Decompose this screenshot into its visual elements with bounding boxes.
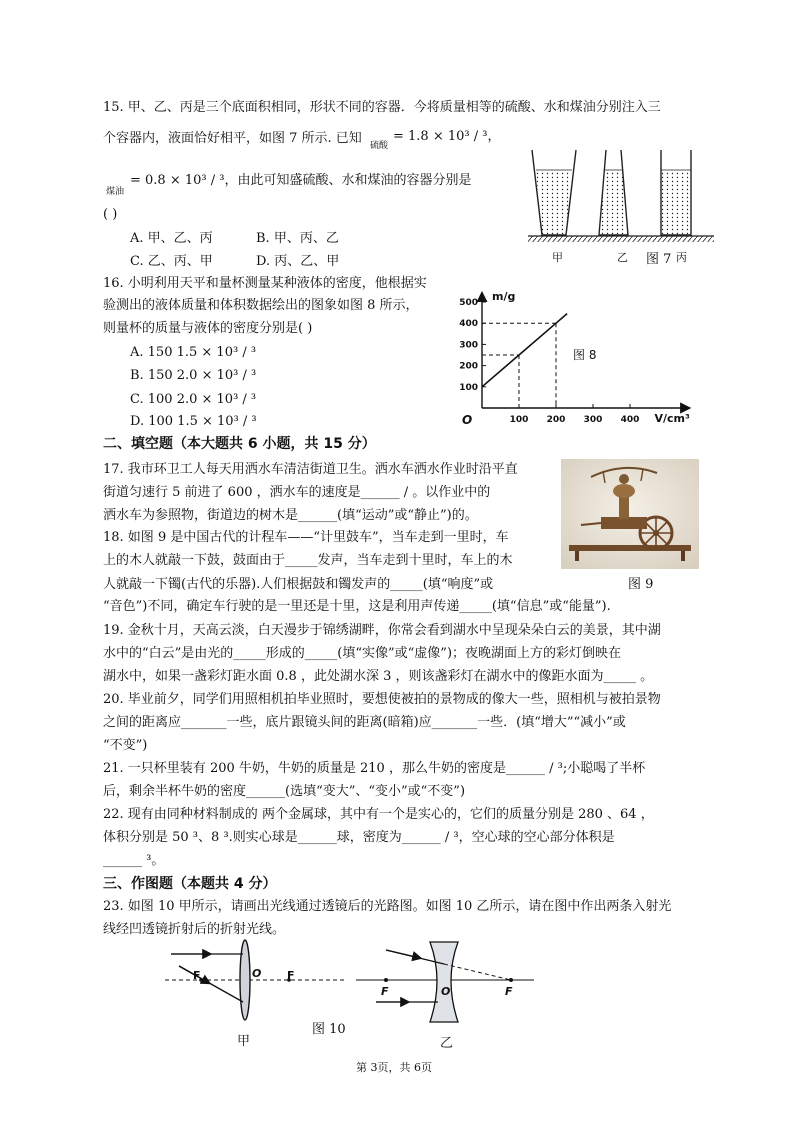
chart-x-tick-label: 200 <box>546 415 566 425</box>
q20-line1: 20. 毕业前夕，同学们用照相机拍毕业照时，要想使被拍的景物成的像大一些，照相机与被拍景物 <box>103 692 661 707</box>
q15-line1: 15. 甲、乙、丙是三个底面积相同，形状不同的容器．今将质量相等的硫酸、水和煤油分别注入三 <box>103 100 661 115</box>
q17-line2: 街道匀速行 5 前进了 600 ，洒水车的速度是______ / 。以作业中的 <box>103 485 491 500</box>
chart-title: 图 8 <box>573 348 597 362</box>
chart-x-tick-label: 400 <box>620 415 640 425</box>
q22-line1: 22. 现有由同种材料制成的 两个金属球，其中有一个是实心的，它们的质量分别是 280 、64 ， <box>103 807 654 822</box>
figure-10-right-focus-f1: F <box>381 985 389 998</box>
q15-option-c: C. 乙、丙、甲 <box>130 254 213 269</box>
figure-7-label-jia: 甲 <box>552 251 563 264</box>
q15-kerosene-value: = 0.8 × 10³ / ³，由此可知盛硫酸、水和煤油的容器分别是 <box>130 173 472 188</box>
q23-line1: 23. 如图 10 甲所示，请画出光线通过透镜后的光路图。如图 10 乙所示，请在图中作出两条入射光 <box>103 899 672 914</box>
q20-line3: “不变”) <box>103 738 148 753</box>
section-3-title: 三、作图题（本题共 4 分） <box>103 876 277 892</box>
figure-9-caption: 图 9 <box>628 577 654 592</box>
q15-line2: 个容器内，液面恰好相平，如图 7 所示. 已知 <box>103 131 362 146</box>
q17-line1: 17. 我市环卫工人每天用洒水车清洁街道卫生。洒水车洒水作业时沿平直 <box>103 462 518 477</box>
q16-line1: 16. 小明利用天平和量杯测量某种液体的密度，他根据实 <box>103 276 427 291</box>
figure-10-left-focus-f1: F <box>193 969 201 982</box>
q18-line2: 上的木人就敲一下鼓，鼓面由于_____发声，当车走到十里时，车上的木 <box>103 553 513 568</box>
chart-x-tick-label: 300 <box>583 415 603 425</box>
chart-y-tick-label: 100 <box>459 382 478 393</box>
figure-10-right-optical-center: O <box>441 985 451 998</box>
q16-line3: 则量杯的质量与液体的密度分别是( ) <box>103 321 313 336</box>
chart-origin-label: O <box>462 413 473 427</box>
figure-10-caption: 图 10 <box>312 1022 346 1037</box>
q20-line2: 之间的距离应_______一些，底片跟镜头间的距离(暗箱)应_______一些．(填“增大”“减小”或 <box>103 715 626 730</box>
q15-answer-paren: ( ) <box>103 207 118 222</box>
q19-line1: 19. 金秋十月，天高云淡，白天漫步于锦绣湖畔，你常会看到湖水中呈现朵朵白云的美景，其中湖 <box>103 623 661 638</box>
figure-7-caption: 图 7 <box>646 252 672 267</box>
figure-10-right-label: 乙 <box>440 1036 454 1051</box>
chart-y-tick-label: 300 <box>459 340 478 351</box>
figure-10-right-focus-f2: F <box>505 985 513 998</box>
section-2-title: 二、填空题（本大题共 6 小题，共 15 分） <box>103 436 376 452</box>
figure-9-drum-cart-photo <box>561 459 699 569</box>
q18-line3: 人就敲一下镯(古代的乐器).人们根据鼓和镯发声的_____(填“响度”或 <box>103 577 494 592</box>
q15-acid-value: = 1.8 × 10³ / ³， <box>393 129 501 144</box>
figure-7-label-bing: 丙 <box>676 251 687 264</box>
q21-line1: 21. 一只杯里装有 200 牛奶，牛奶的质量是 210 ，那么牛奶的密度是______ / ³;小聪喝了半杯 <box>103 761 646 776</box>
q22-line2: 体积分别是 50 ³、8 ³.则实心球是______球，密度为______ / ³，空心球的空心部分体积是 <box>103 830 615 845</box>
q15-acid-subscript: 硫酸 <box>370 141 389 151</box>
q18-line4: “音色”)不同，确定车行驶的是一里还是十里，这是利用声传递_____(填“信息”或“能量”). <box>103 599 611 614</box>
figure-10-left-optical-center: O <box>252 967 262 980</box>
q15-option-a: A. 甲、乙、丙 <box>130 231 213 246</box>
page-footer: 第 3页，共 6页 <box>356 1061 432 1074</box>
q16-option-a: A. 150 1.5 × 10³ / ³ <box>130 345 257 360</box>
q15-option-d: D. 丙、乙、甲 <box>256 254 340 269</box>
chart-y-axis-label: m/g <box>492 290 516 303</box>
figure-10-convex-lens <box>165 936 345 1036</box>
q21-line2: 后，剩余半杯牛奶的密度______(选填“变大”、“变小”或“不变”) <box>103 784 466 799</box>
q18-line1: 18. 如图 9 是中国古代的计程车——“计里鼓车”，当车走到一里时，车 <box>103 530 509 545</box>
chart-series-line <box>482 314 567 387</box>
q15-option-b: B. 甲、丙、乙 <box>256 231 339 246</box>
figure-7-label-yi: 乙 <box>617 251 628 264</box>
chart-x-axis-label: V/cm³ <box>654 412 690 425</box>
q16-option-b: B. 150 2.0 × 10³ / ³ <box>130 368 257 383</box>
chart-x-tick-label: 100 <box>509 415 529 425</box>
q19-line2: 水中的“白云”是由光的_____形成的_____(填“实像”或“虚像”)；夜晚湖面上方的彩灯倒映在 <box>103 646 622 661</box>
q22-line3: ______ ³。 <box>103 853 165 868</box>
q23-line2: 线经凹透镜折射后的折射光线。 <box>103 922 286 937</box>
figure-10-left-label: 甲 <box>237 1034 251 1049</box>
chart-y-tick-label: 500 <box>459 298 478 308</box>
q16-line2: 验测出的液体质量和体积数据绘出的图象如图 8 所示， <box>103 298 419 313</box>
figure-10-left-focus-f2: F <box>287 969 295 982</box>
q15-kerosene-subscript: 煤油 <box>106 187 125 197</box>
q17-line3: 洒水车为参照物，街道边的树木是______(填“运动”或“静止”)的。 <box>103 508 478 523</box>
q16-option-d: D. 100 1.5 × 10³ / ³ <box>130 414 257 429</box>
chart-y-tick-label: 200 <box>459 361 478 372</box>
figure-8-chart <box>450 280 702 428</box>
q19-line3: 湖水中，如果一盏彩灯距水面 0.8 ，此处湖水深 3 ，则该盏彩灯在湖水中的像距水面为_____ 。 <box>103 669 654 684</box>
chart-y-tick-label: 400 <box>459 319 478 330</box>
q16-option-c: C. 100 2.0 × 10³ / ³ <box>130 392 257 407</box>
